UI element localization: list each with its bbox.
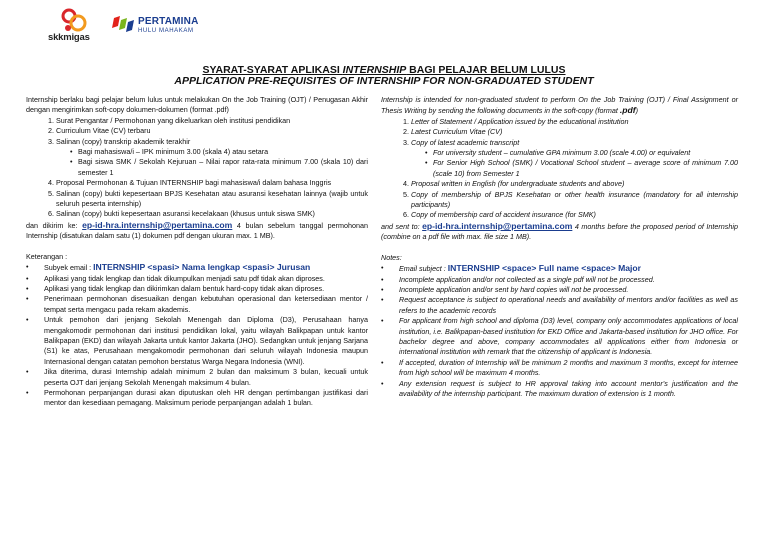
skkmigas-text: skkmigas	[48, 32, 90, 43]
list-item: • Incomplete application and/or not collected as a single pdf will not be processed.	[381, 275, 738, 285]
notes-title: Keterangan :	[26, 251, 68, 261]
list-item: 2. Curriculum Vitae (CV) terbaru	[56, 126, 368, 136]
email-link[interactable]: ep-id-hra.internship@pertamina.com	[422, 220, 573, 231]
column-english	[381, 95, 738, 399]
list-item: 5. Copy of membership of BPJS Kesehatan or other health insurance (mandatory for all internship participants)	[411, 190, 738, 211]
sub-list-item: • Bagi mahasiswa/i – IPK minimum 3.00 (skala 4) atau setara	[70, 147, 368, 157]
list-item: • Subyek email : INTERNSHIP <spasi> Nama lengkap <spasi> Jurusan	[26, 262, 368, 273]
send-instruction: dan dikirim ke: ep-id-hra.internship@pertamina.com 4 bulan sebelum tanggal permohonan Internship (disatukan dalam satu (1) dokumen pdf dengan ukuran max. 1 MB).	[26, 219, 368, 241]
list-item: • Aplikasi yang tidak lengkap dan tidak dikumpulkan menjadi satu pdf tidak akan diproses.	[26, 274, 368, 284]
list-item: • Email subject : INTERNSHIP <space> Full name <space> Major	[381, 263, 738, 274]
sub-list-item: • For Senior High School (SMK) / Vocational School student – average score of minimum 7.00 (scale 10) from Semester 1	[425, 158, 738, 179]
notes-list	[381, 263, 738, 399]
email-subject: INTERNSHIP <spasi> Nama lengkap <spasi> Jurusan	[93, 262, 311, 273]
send-instruction: and sent to: ep-id-hra.internship@pertamina.com 4 months before the proposed period of Internship (combine on a pdf file with max. file size 1 MB).	[381, 220, 738, 242]
intro-text: Internship berlaku bagi pelajar belum lulus untuk melakukan On the Job Training (OJT) / Penugasan Akhir dengan mengirimkan soft-copy dokumen-dokumen (format .pdf)	[26, 95, 368, 115]
list-item: • Untuk pemohon dari jenjang Sekolah Menengah dan Diploma (D3), Perusahaan hanya mengakomodir permohonan dari institusi pendidikan lokal, yaitu wilayah Balikpapan untuk kantor Balikpapan (EKD) dan wilayah Jakarta untuk kantor Jakarta (JHO). Sedangkan untuk jenjang Sarjana (S1) ke atas, Perusahaan mengakomodir permohonan dari seluruh wilayah Indonesia maupun Internasional dengan catatan pemohon berstatus Warga Negara Indonesia (WNI).	[26, 315, 368, 367]
list-item: • Penerimaan permohonan disesuaikan dengan kebutuhan operasional dan ketersediaan mentor / tempat serta mengacu pada rekam akademis.	[26, 294, 368, 315]
list-item: 2. Latest Curriculum Vitae (CV)	[411, 127, 738, 137]
sub-list-item: • Bagi siswa SMK / Sekolah Kejuruan – Nilai rapor rata-rata minimum 7.00 (skala 10) dari semester 1	[70, 157, 368, 178]
sub-list	[411, 148, 738, 179]
list-item: • For applicant from high school and diploma (D3) level, company only accommodates applications of local institution, i.e. Balikpapan-based institution for EKD Office and Jakarta-based institution for JHO office. For bachelor degree and above, company accommodates all applications either from Indonesia or international institution with remark that the citizenship of applicant is Indonesia.	[381, 316, 738, 358]
intro-text: Internship is intended for non-graduated student to perform On the Job Training (OJT) / Final Assignment or Thesis Writing by sending the following documents in the soft-copy (format .pdf)	[381, 95, 738, 116]
requirements-list	[381, 117, 738, 221]
email-subject: INTERNSHIP <space> Full name <space> Major	[447, 263, 642, 274]
requirements-list	[26, 116, 368, 220]
list-item: 1. Surat Pengantar / Permohonan yang dikeluarkan oleh institusi pendidikan	[56, 116, 368, 126]
list-item: • Jika diterima, durasi Internship adalah minimum 2 bulan dan maksimum 3 bulan, kecuali untuk peserta OJT dari jenjang Sekolah Menengah maksimum 4 bulan.	[26, 367, 368, 388]
list-item: 5. Salinan (copy) bukti kepesertaan BPJS Kesehatan atau asuransi kesehatan lainnya (wajib untuk seluruh peserta internship)	[56, 189, 368, 210]
notes-list	[26, 262, 368, 409]
pertamina-mark-icon	[112, 14, 134, 38]
list-item: • If accepted, duration of Internship will be minimum 2 months and maximum 3 months, except for internee from high school will be maximum 4 months.	[381, 358, 738, 379]
list-item: 3. Salinan (copy) transkrip akademik terakhir • Bagi mahasiswa/i – IPK minimum 3.00 (skala 4) atau setara • Bagi siswa SMK / Sekolah Kejuruan – Nilai rapor rata-rata minimum 7.00 (skala 10) dari semester 1	[56, 137, 368, 179]
skkmigas-logo	[44, 8, 104, 44]
pertamina-logo	[112, 14, 232, 42]
list-item: • Request acceptance is subject to operational needs and availability of mentors and/or facilities as well as refers to the academic records	[381, 295, 738, 316]
list-item: 4. Proposal written in English (for undergraduate students and above)	[411, 179, 738, 189]
list-item: • Incomplete application and/or sent by hard copies will not be processed.	[381, 285, 738, 295]
list-item: 3. Copy of latest academic transcript • For university student – cumulative GPA minimum 3.00 (scale 4.00) or equivalent • For Senior High School (SMK) / Vocational School student – average score of minimum 7.00 (scale 10) from Semester 1	[411, 138, 738, 180]
list-item: 6. Salinan (copy) bukti kepesertaan asuransi kecelakaan (khusus untuk siswa SMK)	[56, 209, 368, 219]
list-item: • Aplikasi yang tidak lengkap dan dikirimkan dalam bentuk hard-copy tidak akan diproses.	[26, 284, 368, 294]
list-item: • Permohonan perpanjangan durasi akan diputuskan oleh HR dengan pertimbangan justifikasi dari mentor dan kesediaan pemagang. Maksimum periode perpanjangan adalah 1 bulan.	[26, 388, 368, 409]
pertamina-name: PERTAMINA	[138, 16, 199, 27]
list-item: 1. Letter of Statement / Application issued by the educational institution	[411, 117, 738, 127]
sub-list-item: • For university student – cumulative GPA minimum 3.00 (scale 4.00) or equivalent	[425, 148, 738, 158]
column-indonesian	[26, 95, 368, 409]
email-link[interactable]: ep-id-hra.internship@pertamina.com	[82, 219, 233, 230]
list-item: 6. Copy of membership card of accident insurance (for SMK)	[411, 210, 738, 220]
sub-list	[56, 147, 368, 178]
notes-title: Notes:	[381, 252, 402, 262]
list-item: 4. Proposal Permohonan & Tujuan INTERNSHIP bagi mahasiswa/i dalam bahasa Inggris	[56, 178, 368, 188]
title-indonesian: SYARAT-SYARAT APLIKASI INTERNSHIP BAGI PELAJAR BELUM LULUS	[202, 64, 566, 76]
list-item: • Any extension request is subject to HR approval taking into account mentor's justification and the availability of the internship participant. The maximum duration of extension is 1 month.	[381, 379, 738, 400]
skkmigas-mark-icon	[60, 8, 88, 34]
pertamina-subtitle: HULU MAHAKAM	[138, 28, 194, 34]
title-english: APPLICATION PRE-REQUISITES OF INTERNSHIP FOR NON-GRADUATED STUDENT	[174, 75, 594, 87]
